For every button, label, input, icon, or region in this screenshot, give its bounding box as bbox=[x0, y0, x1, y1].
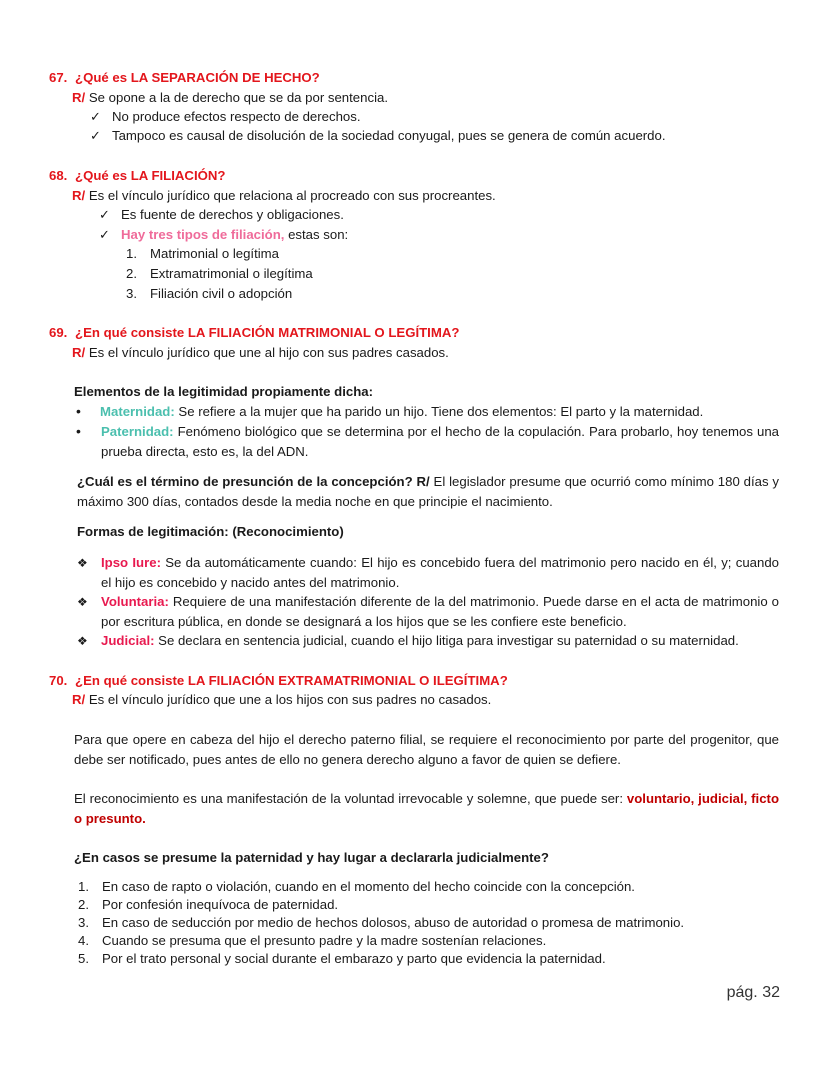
item-label: Paternidad: bbox=[101, 424, 174, 439]
check-icon: ✓ bbox=[99, 207, 110, 222]
check-icon: ✓ bbox=[90, 109, 101, 124]
numbered-item bbox=[78, 895, 338, 914]
item-label: Maternidad: bbox=[100, 404, 175, 419]
question-number: 70. bbox=[49, 673, 68, 688]
check-icon: ✓ bbox=[90, 128, 101, 143]
numbered-item bbox=[78, 931, 546, 950]
paragraph-recognition-requirement: Para que opere en cabeza del hijo el derecho paterno filial, se requiere el reconocimiento por parte del progenitor, que debe ser notificado, pues antes de ello no genera derecho alguno a favor de quien se defiere. bbox=[74, 732, 779, 767]
item-text: En caso de rapto o violación, cuando en el momento del hecho coincide con la concepción. bbox=[102, 879, 635, 894]
answer-prefix: R/ bbox=[72, 345, 86, 360]
diamond-bullet-icon: ❖ bbox=[77, 556, 88, 570]
paragraph-recognition-types bbox=[74, 789, 779, 828]
check-item-text: Tampoco es causal de disolución de la sociedad conyugal, pues se genera de común acuerdo. bbox=[112, 128, 666, 143]
item-label: Ipso Iure: bbox=[101, 555, 161, 570]
answer-67 bbox=[72, 88, 388, 107]
term-question: ¿Cuál es el término de presunción de la concepción? R/ bbox=[77, 474, 430, 489]
item-label: Judicial: bbox=[101, 633, 155, 648]
item-text: En caso de seducción por medio de hechos dolosos, abuso de autoridad o promesa de matrimonio. bbox=[102, 915, 685, 930]
question-number: 67. bbox=[49, 70, 68, 85]
diamond-bullet-icon: ❖ bbox=[77, 595, 88, 609]
item-text: Se da automáticamente cuando: El hijo es concebido fuera del matrimonio pero nacido en él, y; cuando el hijo es concebido y nacido antes del matrimonio. bbox=[101, 555, 780, 590]
item-number: 3. bbox=[78, 915, 89, 930]
check-item bbox=[99, 225, 348, 244]
item-text: Se declara en sentencia judicial, cuando el hijo litiga para investigar su paternidad o su maternidad. bbox=[154, 633, 739, 648]
bullet-item bbox=[101, 422, 779, 461]
answer-68 bbox=[72, 186, 496, 205]
highlight-text: Hay tres tipos de filiación, bbox=[121, 227, 285, 242]
paragraph-text: El reconocimiento es una manifestación de la voluntad irrevocable y solemne, que puede ser: bbox=[74, 791, 627, 806]
diamond-bullet-icon: ❖ bbox=[77, 634, 88, 648]
question-title: ¿Qué es LA FILIACIÓN? bbox=[75, 168, 226, 183]
bullet-item bbox=[76, 402, 703, 421]
numbered-item bbox=[126, 284, 292, 303]
item-number: 1. bbox=[78, 879, 89, 894]
question-title: ¿En qué consiste LA FILIACIÓN MATRIMONIAL O LEGÍTIMA? bbox=[75, 325, 460, 340]
check-item bbox=[90, 107, 361, 126]
numbered-item bbox=[78, 877, 635, 896]
cases-heading: ¿En casos se presume la paternidad y hay lugar a declararla judicialmente? bbox=[74, 850, 549, 865]
question-69-heading bbox=[49, 323, 459, 342]
answer-69 bbox=[72, 343, 449, 362]
item-text: Fenómeno biológico que se determina por el hecho de la copulación. Para probarlo, hoy tenemos una prueba directa, esto es, la del ADN. bbox=[101, 424, 779, 459]
item-text: Por confesión inequívoca de paternidad. bbox=[102, 897, 339, 912]
item-text: Requiere de una manifestación diferente de la del matrimonio. Puede darse en el acta de matrimonio o por escritura pública, en donde se designará a los hijos que se les confiere este beneficio. bbox=[101, 594, 779, 629]
question-title: ¿Qué es LA SEPARACIÓN DE HECHO? bbox=[75, 70, 320, 85]
question-68-heading bbox=[49, 166, 225, 185]
check-item bbox=[90, 126, 666, 145]
term-answer: El legislador presume que ocurrió como mínimo 180 días y máximo 300 días, contados desde la media noche en que principie el nacimiento. bbox=[77, 474, 780, 509]
item-text: Cuando se presuma que el presunto padre y la madre sostenían relaciones. bbox=[102, 933, 547, 948]
question-70-heading bbox=[49, 671, 508, 690]
answer-prefix: R/ bbox=[72, 188, 86, 203]
check-item-text: Es fuente de derechos y obligaciones. bbox=[121, 207, 344, 222]
answer-text: Es el vínculo jurídico que une a los hijos con sus padres no casados. bbox=[88, 692, 492, 707]
question-number: 68. bbox=[49, 168, 68, 183]
item-number: 2. bbox=[78, 897, 89, 912]
answer-prefix: R/ bbox=[72, 692, 86, 707]
item-label: Voluntaria: bbox=[101, 594, 169, 609]
answer-text: Es el vínculo jurídico que une al hijo con sus padres casados. bbox=[88, 345, 449, 360]
elements-heading: Elementos de la legitimidad propiamente dicha: bbox=[74, 384, 373, 399]
item-text: Filiación civil o adopción bbox=[150, 286, 293, 301]
bullet-icon: • bbox=[76, 403, 81, 419]
conception-term-paragraph bbox=[77, 472, 779, 511]
page-number: pág. 32 bbox=[726, 984, 780, 1001]
question-title: ¿En qué consiste LA FILIACIÓN EXTRAMATRIMONIAL O ILEGÍTIMA? bbox=[75, 673, 508, 688]
check-item-text: No produce efectos respecto de derechos. bbox=[112, 109, 361, 124]
form-item bbox=[101, 553, 779, 592]
item-text: Por el trato personal y social durante el embarazo y parto que evidencia la paternidad. bbox=[102, 951, 606, 966]
check-item bbox=[99, 205, 344, 224]
answer-70 bbox=[72, 690, 491, 709]
numbered-item bbox=[78, 949, 606, 968]
numbered-item bbox=[78, 913, 684, 932]
numbered-item bbox=[126, 244, 279, 263]
item-number: 5. bbox=[78, 951, 89, 966]
item-number: 3. bbox=[126, 286, 137, 301]
item-text: Matrimonial o legítima bbox=[150, 246, 279, 261]
check-icon: ✓ bbox=[99, 227, 110, 242]
forms-heading: Formas de legitimación: (Reconocimiento) bbox=[77, 524, 344, 539]
question-67-heading bbox=[49, 68, 320, 87]
form-item bbox=[101, 592, 779, 631]
item-text: Se refiere a la mujer que ha parido un hijo. Tiene dos elementos: El parto y la maternidad. bbox=[174, 404, 704, 419]
highlight-text: voluntario, judicial, ficto o presunto. bbox=[74, 791, 779, 826]
check-item-text: estas son: bbox=[284, 227, 349, 242]
question-number: 69. bbox=[49, 325, 68, 340]
answer-text: Se opone a la de derecho que se da por sentencia. bbox=[88, 90, 388, 105]
item-text: Extramatrimonial o ilegítima bbox=[150, 266, 313, 281]
answer-prefix: R/ bbox=[72, 90, 86, 105]
answer-text: Es el vínculo jurídico que relaciona al procreado con sus procreantes. bbox=[88, 188, 496, 203]
numbered-item bbox=[126, 264, 313, 283]
item-number: 4. bbox=[78, 933, 89, 948]
item-number: 2. bbox=[126, 266, 137, 281]
form-item bbox=[101, 631, 739, 650]
bullet-icon: • bbox=[76, 423, 81, 439]
item-number: 1. bbox=[126, 246, 137, 261]
